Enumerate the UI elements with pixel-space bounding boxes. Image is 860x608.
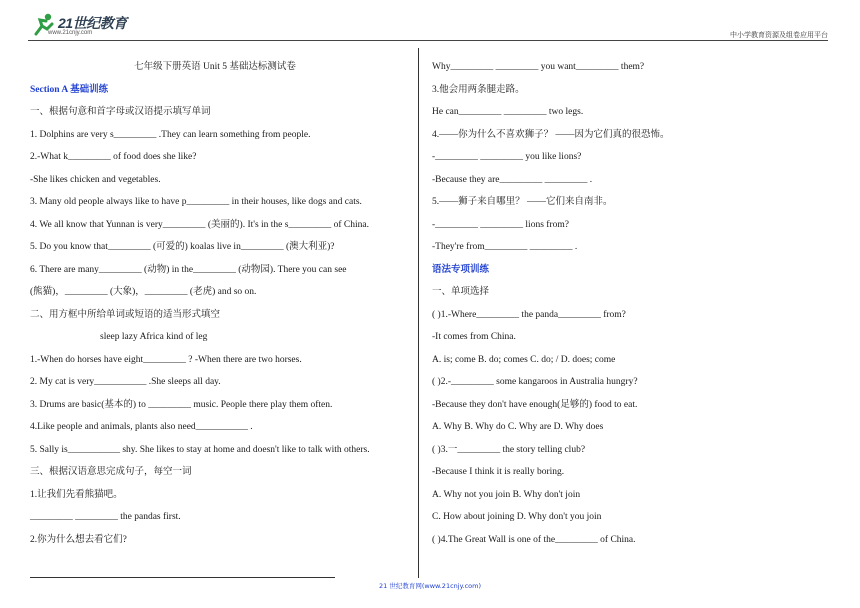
part-3-instruction: 三、根据汉语意思完成句子，每空一词 [30,467,192,477]
question-line: -Because they don't have enough(足够的) food to eat. [432,399,638,410]
page-header [28,12,828,42]
question-line: 4. We all know that Yunnan is very_________ (美丽的). It's in the s_________ of China. [30,219,369,230]
question-line: -_________ _________ lions from? [432,219,569,230]
question-line: 1.让我们先看熊猫吧。 [30,489,123,500]
question-line: Why_________ _________ you want_________ them? [432,62,645,72]
question-line: -They're from_________ _________ . [432,242,578,252]
section-a-heading: Section A 基础训练 [30,84,109,95]
question-line: 5. Sally is___________ shy. She likes to stay at home and doesn't like to talk with others. [30,444,370,455]
right-column [432,56,812,551]
question-line: 2. My cat is very___________ .She sleeps all day. [30,377,221,387]
question-line: He can_________ _________ two legs. [432,107,584,117]
logo-text: 21世纪教育 [58,15,127,31]
question-line: ( )3.一_________ the story telling club? [432,444,586,455]
page-footer: 21 世纪教育网(www.21cnjy.com) [379,582,481,590]
part-1-instruction: 一、根据句意和首字母或汉语提示填写单词 [30,107,211,117]
footer-divider [30,577,335,578]
question-line: 5. Do you know that_________ (可爱的) koalas live in_________ (澳大利亚)? [30,242,335,252]
options-line: A. Why not you join B. Why don't join [432,489,581,500]
grammar-heading: 语法专项训练 [432,264,490,275]
question-line: 6. There are many_________ (动物) in the_________ (动物园). There you can see [30,264,347,275]
question-line: (熊猫)，_________ (大象)，_________ (老虎) and so on. [30,287,257,297]
question-line: 3. Drums are basic(基本的) to _________ music. People there play them often. [30,399,333,410]
site-logo [28,12,168,40]
question-line: 4.——你为什么不喜欢狮子？ ——因为它们真的很恐怖。 [432,129,670,140]
question-line: 2.-What k_________ of food does she like? [30,152,197,162]
question-line: 5.——狮子来自哪里？ ——它们来自南非。 [432,197,613,207]
left-column [30,56,400,551]
column-divider [418,48,419,578]
question-line: -Because I think it is really boring. [432,467,565,477]
question-line: -Because they are_________ _________ . [432,174,593,185]
header-divider [28,40,828,41]
exam-title: 七年级下册英语 Unit 5 基础达标测试卷 [134,62,296,72]
word-box: sleep lazy Africa kind of leg [100,332,208,342]
part-instruction: 一、单项选择 [432,287,490,297]
question-line: 3.他会用两条腿走路。 [432,84,525,95]
question-line: 1.-When do horses have eight_________ ? -When there are two horses. [30,354,302,365]
question-line: -_________ _________ you like lions? [432,152,582,162]
question-line: 2.你为什么想去看它们? [30,534,127,545]
question-line: -She likes chicken and vegetables. [30,174,161,185]
question-line: 3. Many old people always like to have p_________ in their houses, like dogs and cats. [30,197,362,207]
logo-url: www.21cnjy.com [48,30,93,36]
options-line: A. is; come B. do; comes C. do; / D. does; come [432,354,616,365]
question-line: 1. Dolphins are very s_________ .They can learn something from people. [30,129,311,140]
options-line: A. Why B. Why do C. Why are D. Why does [432,422,604,432]
question-line: 4.Like people and animals, plants also need___________ . [30,422,253,432]
question-line: ( )4.The Great Wall is one of the_________ of China. [432,534,636,545]
part-2-instruction: 二、用方框中所给单词或短语的适当形式填空 [30,309,221,320]
question-line: _________ _________ the pandas first. [30,512,181,522]
question-line: -It comes from China. [432,332,516,342]
question-line: ( )1.-Where_________ the panda_________ from? [432,309,626,320]
question-line: ( )2.-_________ some kangaroos in Australia hungry? [432,377,638,387]
platform-name: 中小学教育资源及组卷应用平台 [730,31,828,39]
options-line: C. How about joining D. Why don't you join [432,512,602,522]
